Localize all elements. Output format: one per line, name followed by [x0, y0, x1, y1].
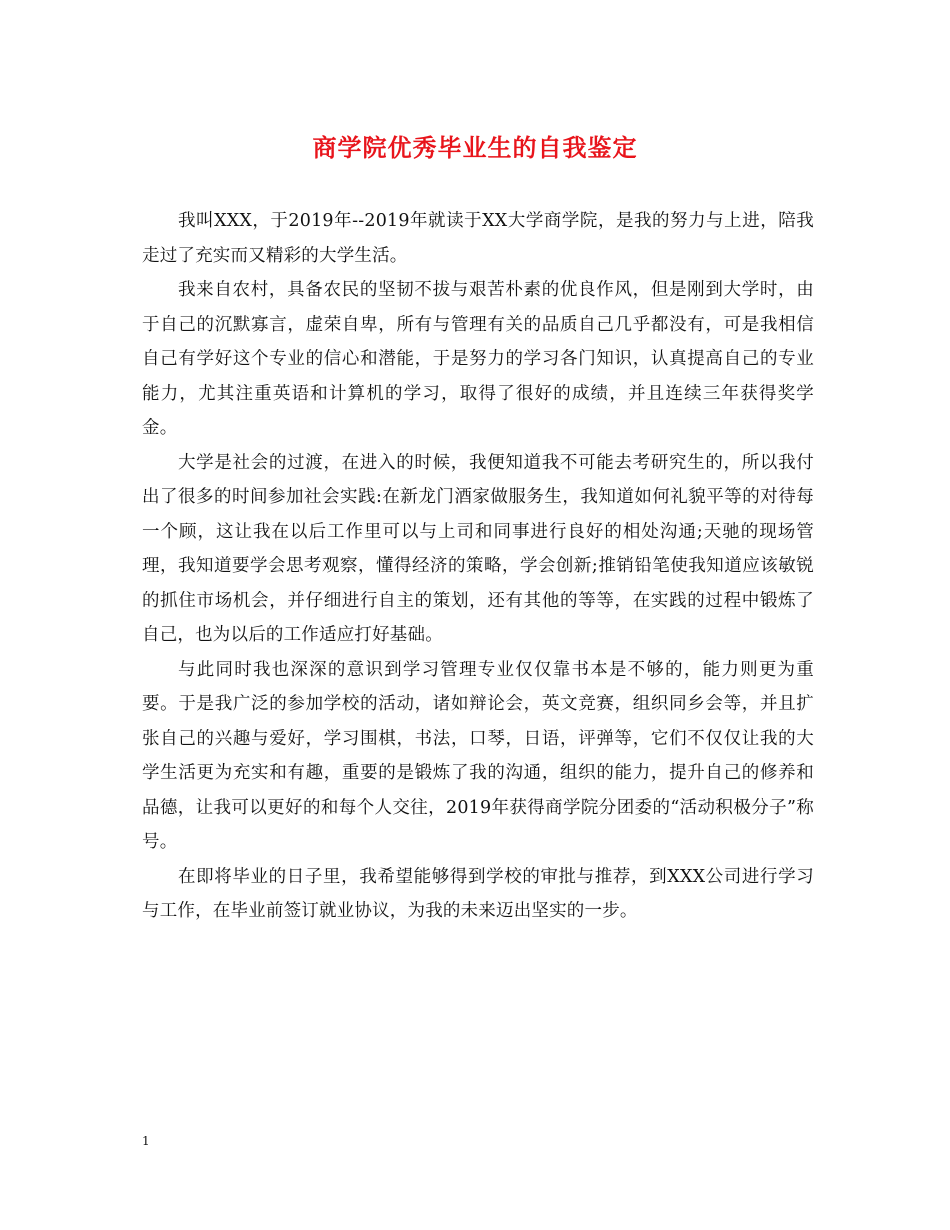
paragraph: 大学是社会的过渡，在进入的时候，我便知道我不可能去考研究生的，所以我付出了很多的时间参加社会实践:在新龙门酒家做服务生，我知道如何礼貌平等的对待每一个顾，这让我在以后工作里可以与上司和同事进行良好的相处沟通;天驰的现场管理，我知道要学会思考观察，懂得经济的策略，学会创新;推销铅笔使我知道应该敏锐的抓住市场机会，并仔细进行自主的策划，还有其他的等等，在实践的过程中锻炼了自己，也为以后的工作适应打好基础。 [142, 452, 814, 645]
page-number: 1 [142, 1134, 150, 1148]
paragraph: 我叫XXX，于2019年--2019年就读于XX大学商学院，是我的努力与上进，陪我走过了充实而又精彩的大学生活。 [142, 211, 814, 266]
document-body [142, 204, 814, 929]
paragraph: 在即将毕业的日子里，我希望能够得到学校的审批与推荐，到XXX公司进行学习与工作，在毕业前签订就业协议，为我的未来迈出坚实的一步。 [142, 866, 814, 921]
document-title: 商学院优秀毕业生的自我鉴定 [312, 133, 638, 162]
paragraph: 我来自农村，具备农民的坚韧不拔与艰苦朴素的优良作风，但是刚到大学时，由于自己的沉默寡言，虚荣自卑，所有与管理有关的品质自己几乎都没有，可是我相信自己有学好这个专业的信心和潜能，于是努力的学习各门知识，认真提高自己的专业能力，尤其注重英语和计算机的学习，取得了很好的成绩，并且连续三年获得奖学金。 [142, 280, 814, 438]
paragraph: 与此同时我也深深的意识到学习管理专业仅仅靠书本是不够的，能力则更为重要。于是我广泛的参加学校的活动，诸如辩论会，英文竞赛，组织同乡会等，并且扩张自己的兴趣与爱好，学习围棋，书法，口琴，日语，评弹等，它们不仅仅让我的大学生活更为充实和有趣，重要的是锻炼了我的沟通，组织的能力，提升自己的修养和品德，让我可以更好的和每个人交往，2019年获得商学院分团委的“活动积极分子”称号。 [142, 659, 814, 852]
